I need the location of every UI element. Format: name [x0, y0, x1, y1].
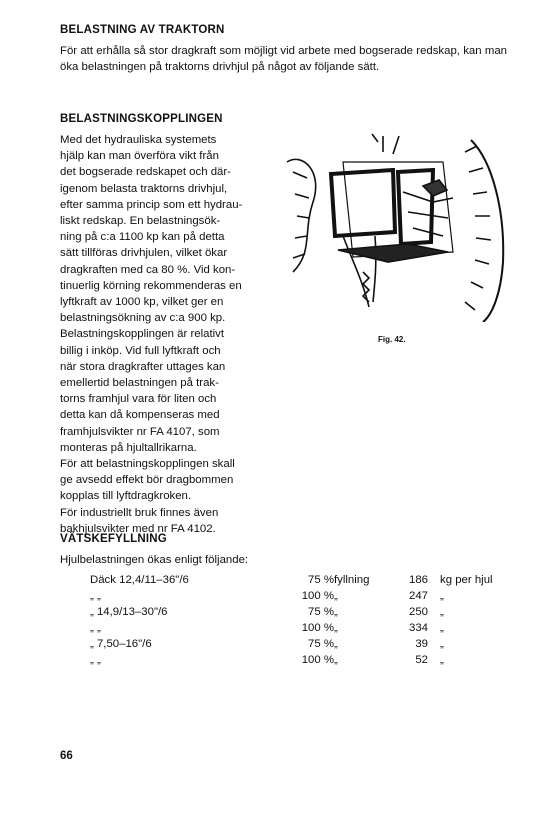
page-number: 66	[60, 750, 73, 762]
table-cell-suffix: „	[440, 654, 444, 666]
section-heading-belastning: BELASTNING AV TRAKTORN	[60, 24, 225, 36]
table-cell-unit: „	[334, 590, 338, 602]
table-cell-tire: „ „	[90, 654, 101, 666]
paragraph-line: liskt redskap. En belastningsök-	[60, 215, 221, 228]
table-cell-unit: „	[334, 638, 338, 650]
table-cell-kg: 52	[415, 654, 428, 666]
fill-intro: Hjulbelastningen ökas enligt följande:	[60, 554, 249, 566]
table-row	[90, 572, 558, 588]
table-cell-kg: 247	[408, 590, 428, 602]
table-cell-unit: „	[334, 654, 338, 666]
table-cell-tire: „ „	[90, 622, 101, 634]
section-heading-vatskefyllning: VÄTSKEFYLLNING	[60, 533, 167, 545]
paragraph-line: torns framhjul vara för liten och	[60, 393, 217, 406]
table-row	[90, 636, 558, 652]
fill-table	[90, 572, 558, 668]
paragraph-line: detta kan då kompenseras med	[60, 409, 220, 422]
figure-caption: Fig. 42.	[378, 335, 406, 344]
table-cell-suffix: „	[440, 606, 444, 618]
paragraph-line: sätt tillföras drivhjulen, vilket ökar	[60, 247, 228, 260]
table-cell-suffix: „	[440, 638, 444, 650]
paragraph-line: Med det hydrauliska systemets	[60, 134, 217, 146]
paragraph-line: efter samma princip som ett hydrau-	[60, 198, 243, 211]
paragraph-line: För att belastningskopplingen skall	[60, 458, 235, 471]
paragraph-line: lyftkraft av 1000 kp, vilket ger en	[60, 296, 224, 309]
table-cell-unit: fyllning	[334, 574, 370, 586]
tractor-coupling-illustration	[283, 132, 505, 322]
paragraph-line: det bogserade redskapet och där-	[60, 166, 231, 179]
table-cell-percent: 100 %	[301, 622, 334, 634]
paragraph-line: bakhjulsvikter med nr FA 4102.	[60, 522, 216, 535]
paragraph-line: framhjulsvikter nr FA 4107, som	[60, 425, 220, 438]
table-cell-percent: 75 %	[308, 606, 334, 618]
paragraph-line: emellertid belastningen på trak-	[60, 377, 219, 390]
table-cell-unit: „	[334, 606, 338, 618]
paragraph-line: hjälp kan man överföra vikt från	[60, 150, 219, 163]
table-cell-unit: „	[334, 622, 338, 634]
paragraph-line: För industriellt bruk finnes även	[60, 506, 219, 519]
paragraph-line: ning på c:a 1100 kp kan på detta	[60, 231, 225, 244]
paragraph-line: när stora dragkrafter uttages kan	[60, 360, 226, 373]
table-cell-kg: 334	[408, 622, 428, 634]
paragraph-line: kopplas till lyftdragkroken.	[60, 490, 192, 503]
table-cell-kg: 186	[408, 574, 428, 586]
table-cell-suffix: „	[440, 622, 444, 634]
table-cell-percent: 100 %	[301, 654, 334, 666]
table-row	[90, 588, 558, 604]
coupling-paragraph	[60, 132, 266, 537]
table-cell-kg: 250	[408, 606, 428, 618]
paragraph-line: belastningsökning av c:a 900 kp.	[60, 312, 226, 325]
paragraph-line: dragkraften med ca 80 %. Vid kon-	[60, 263, 236, 276]
table-row	[90, 652, 558, 668]
table-cell-tire: Däck 12,4/11–36"/6	[90, 574, 189, 586]
intro-paragraph: För att erhålla så stor dragkraft som möjligt vid arbete med bogserade redskap, kan man öka belastningen på traktorns drivhjul på något av följande sätt.	[60, 45, 507, 74]
table-row	[90, 620, 558, 636]
table-cell-percent: 75 %	[308, 574, 334, 586]
table-cell-tire: „ 7,50–16"/6	[90, 638, 152, 650]
table-cell-kg: 39	[415, 638, 428, 650]
paragraph-line: ge avsedd effekt bör dragbommen	[60, 474, 234, 487]
section-heading-belastningskopplingen: BELASTNINGSKOPPLINGEN	[60, 113, 223, 125]
table-cell-tire: „ 14,9/13–30"/6	[90, 606, 168, 618]
paragraph-line: monteras på hjultallrikarna.	[60, 441, 197, 454]
paragraph-line: billig i inköp. Vid full lyftkraft och	[60, 344, 221, 357]
table-cell-tire: „ „	[90, 590, 101, 602]
paragraph-line: tinuerlig körning rekommenderas en	[60, 279, 242, 292]
table-cell-suffix: kg per hjul	[440, 574, 493, 586]
paragraph-line: igenom belasta traktorns drivhjul,	[60, 182, 228, 195]
table-cell-suffix: „	[440, 590, 444, 602]
table-row	[90, 604, 558, 620]
paragraph-line: Belastningskopplingen är relativt	[60, 328, 224, 341]
table-cell-percent: 100 %	[301, 590, 334, 602]
table-cell-percent: 75 %	[308, 638, 334, 650]
